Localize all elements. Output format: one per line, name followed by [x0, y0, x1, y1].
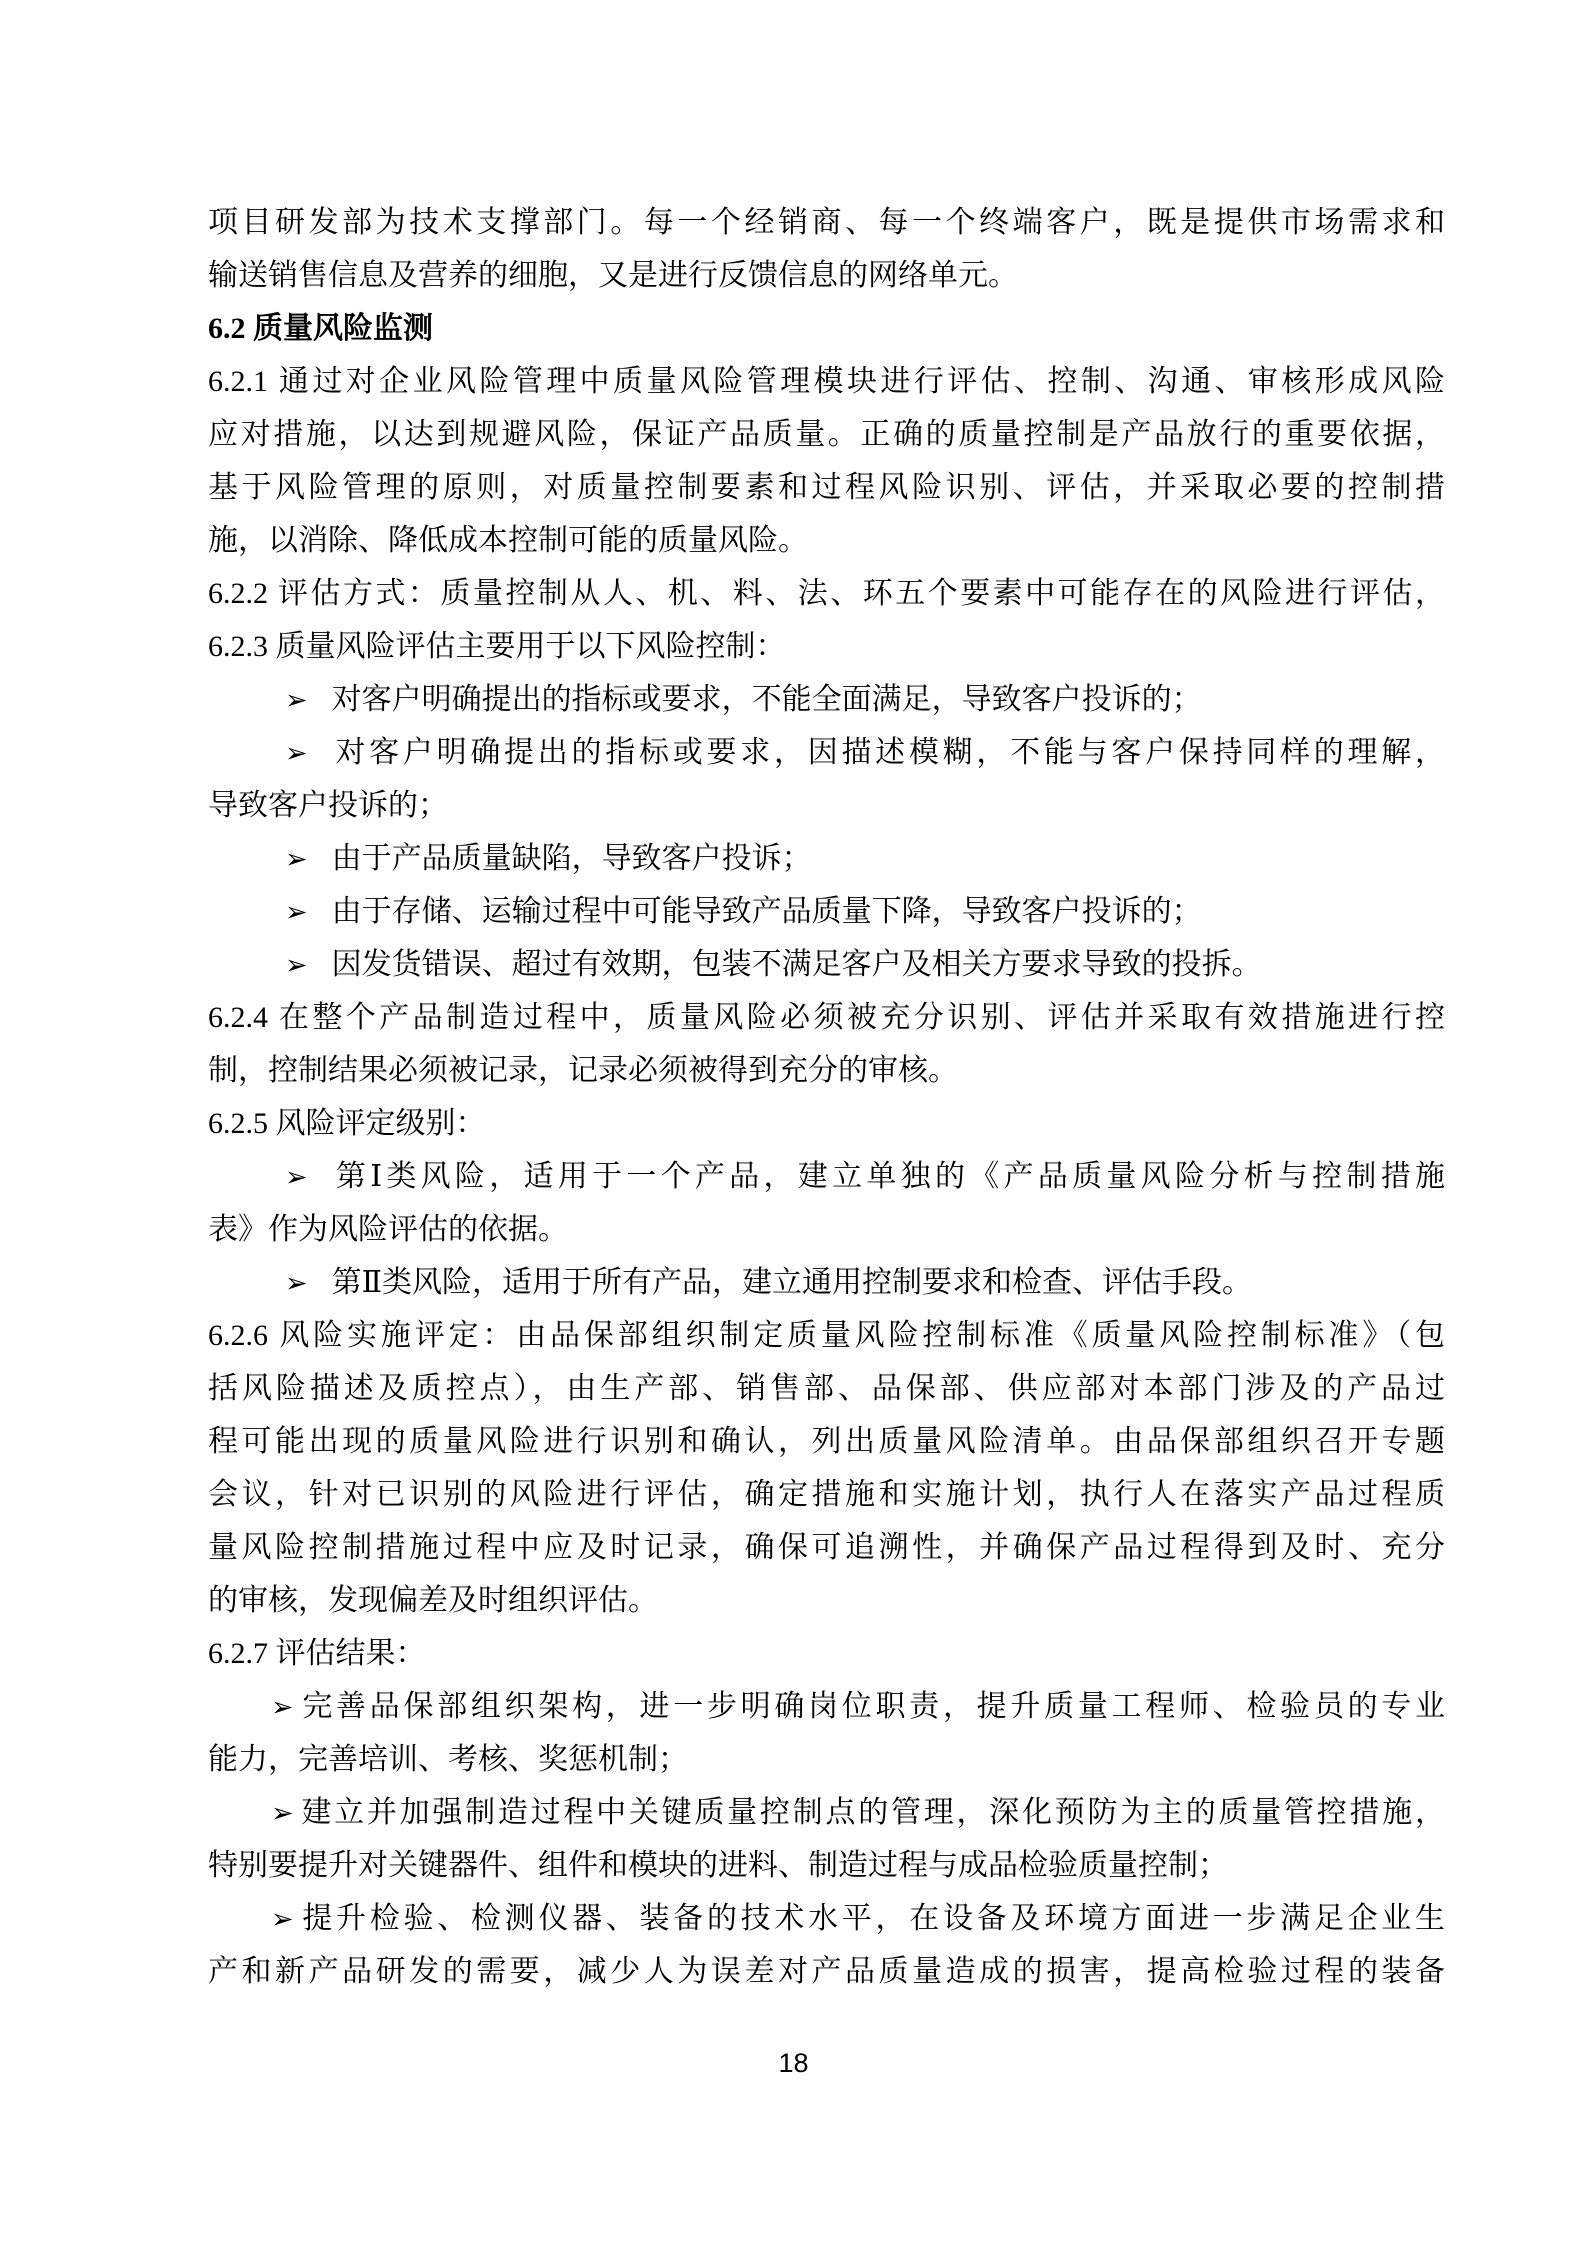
text-line — [208, 1097, 1445, 1150]
line-text: 产和新产品研发的需要，减少人为误差对产品质量造成的损害，提高检验过程的装备 — [208, 1955, 1445, 1988]
text-line — [208, 1362, 1445, 1415]
document-body — [208, 196, 1445, 1998]
bullet-arrow-icon: ➢ — [285, 844, 308, 874]
text-line — [208, 1733, 1445, 1786]
line-text: 第Ⅱ类风险，适用于所有产品，建立通用控制要求和检查、评估手段。 — [331, 1266, 1253, 1299]
line-text: 6.2.1 通过对企业风险管理中质量风险管理模块进行评估、控制、沟通、审核形成风险 — [208, 365, 1445, 398]
line-text: 输送销售信息及营养的细胞，又是进行反馈信息的网络单元。 — [208, 259, 1018, 292]
text-line — [208, 1203, 1445, 1256]
text-line — [208, 1415, 1445, 1468]
line-text: 6.2.3 质量风险评估主要用于以下风险控制： — [208, 630, 786, 663]
text-line — [208, 408, 1445, 461]
line-text: 特别要提升对关键器件、组件和模块的进料、制造过程与成品检验质量控制； — [208, 1849, 1228, 1882]
text-line — [208, 1945, 1445, 1998]
line-text: 完善品保部组织架构，进一步明确岗位职责，提升质量工程师、检验员的专业 — [298, 1690, 1445, 1723]
bullet-line — [208, 832, 1445, 885]
bullet-line — [208, 1786, 1445, 1839]
line-text: 对客户明确提出的指标或要求，不能全面满足，导致客户投诉的； — [331, 683, 1202, 716]
text-line — [208, 1468, 1445, 1521]
text-line — [208, 461, 1445, 514]
bullet-arrow-icon: ➢ — [285, 685, 308, 715]
line-text: 应对措施，以达到规避风险，保证产品质量。正确的质量控制是产品放行的重要依据， — [208, 418, 1445, 451]
bullet-arrow-icon: ➢ — [271, 1904, 294, 1934]
bullet-arrow-icon: ➢ — [285, 897, 308, 927]
bullet-arrow-icon: ➢ — [285, 1268, 308, 1298]
bullet-arrow-icon: ➢ — [285, 950, 308, 980]
line-text: 由于产品质量缺陷，导致客户投诉； — [331, 842, 812, 875]
text-line — [208, 355, 1445, 408]
bullet-arrow-icon: ➢ — [271, 1692, 294, 1722]
section-heading — [208, 302, 1445, 355]
line-text: 制，控制结果必须被记录，记录必须被得到充分的审核。 — [208, 1054, 958, 1087]
text-line — [208, 991, 1445, 1044]
line-text: 提升检验、检测仪器、装备的技术水平，在设备及环境方面进一步满足企业生 — [298, 1902, 1445, 1935]
bullet-arrow-icon: ➢ — [271, 1798, 294, 1828]
text-line — [208, 1839, 1445, 1892]
line-text: 建立并加强制造过程中关键质量控制点的管理，深化预防为主的质量管控措施， — [298, 1796, 1445, 1829]
bullet-line — [208, 885, 1445, 938]
text-line — [208, 514, 1445, 567]
line-text: 6.2.2 评估方式：质量控制从人、机、料、法、环五个要素中可能存在的风险进行评估， — [208, 577, 1445, 610]
line-text: 括风险描述及质控点），由生产部、销售部、品保部、供应部对本部门涉及的产品过 — [208, 1372, 1445, 1405]
line-text: 6.2.4 在整个产品制造过程中，质量风险必须被充分识别、评估并采取有效措施进行控 — [208, 1001, 1445, 1034]
line-text: 对客户明确提出的指标或要求，因描述模糊，不能与客户保持同样的理解， — [331, 736, 1445, 769]
bullet-line — [208, 1892, 1445, 1945]
line-text: 会议，针对已识别的风险进行评估，确定措施和实施计划，执行人在落实产品过程质 — [208, 1478, 1445, 1511]
text-line — [208, 779, 1445, 832]
bullet-line — [208, 726, 1445, 779]
page-number: 18 — [778, 2048, 809, 2078]
text-line — [208, 1521, 1445, 1574]
bullet-line — [208, 1680, 1445, 1733]
text-line — [208, 567, 1445, 620]
bullet-line — [208, 1256, 1445, 1309]
line-text: 第Ⅰ类风险，适用于一个产品，建立单独的《产品质量风险分析与控制措施 — [331, 1160, 1445, 1193]
bullet-arrow-icon: ➢ — [285, 1162, 308, 1192]
text-line — [208, 1044, 1445, 1097]
line-text: 量风险控制措施过程中应及时记录，确保可追溯性，并确保产品过程得到及时、充分 — [208, 1531, 1445, 1564]
bullet-line — [208, 1150, 1445, 1203]
text-line — [208, 1309, 1445, 1362]
text-line — [208, 196, 1445, 249]
line-text: 因发货错误、超过有效期，包装不满足客户及相关方要求导致的投拆。 — [331, 948, 1262, 981]
bullet-line — [208, 673, 1445, 726]
line-text: 程可能出现的质量风险进行识别和确认，列出质量风险清单。由品保部组织召开专题 — [208, 1425, 1445, 1458]
line-text: 6.2.6 风险实施评定：由品保部组织制定质量风险控制标准《质量风险控制标准》（包 — [208, 1319, 1445, 1352]
text-line — [208, 249, 1445, 302]
text-line — [208, 1574, 1445, 1627]
line-text: 表》作为风险评估的依据。 — [208, 1213, 568, 1246]
line-text: 施，以消除、降低成本控制可能的质量风险。 — [208, 524, 808, 557]
line-text: 项目研发部为技术支撑部门。每一个经销商、每一个终端客户，既是提供市场需求和 — [208, 206, 1445, 239]
line-text: 6.2.5 风险评定级别： — [208, 1107, 486, 1140]
bullet-line — [208, 938, 1445, 991]
line-text: 导致客户投诉的； — [208, 789, 448, 822]
page-footer — [0, 2048, 1587, 2079]
line-text: 的审核，发现偏差及时组织评估。 — [208, 1584, 658, 1617]
line-text: 由于存储、运输过程中可能导致产品质量下降，导致客户投诉的； — [331, 895, 1202, 928]
line-text: 能力，完善培训、考核、奖惩机制； — [208, 1743, 688, 1776]
line-text: 基于风险管理的原则，对质量控制要素和过程风险识别、评估，并采取必要的控制措 — [208, 471, 1445, 504]
text-line — [208, 620, 1445, 673]
line-text: 6.2.7 评估结果： — [208, 1637, 426, 1670]
text-line — [208, 1627, 1445, 1680]
line-text: 6.2 质量风险监测 — [208, 312, 433, 345]
bullet-arrow-icon: ➢ — [285, 738, 308, 768]
